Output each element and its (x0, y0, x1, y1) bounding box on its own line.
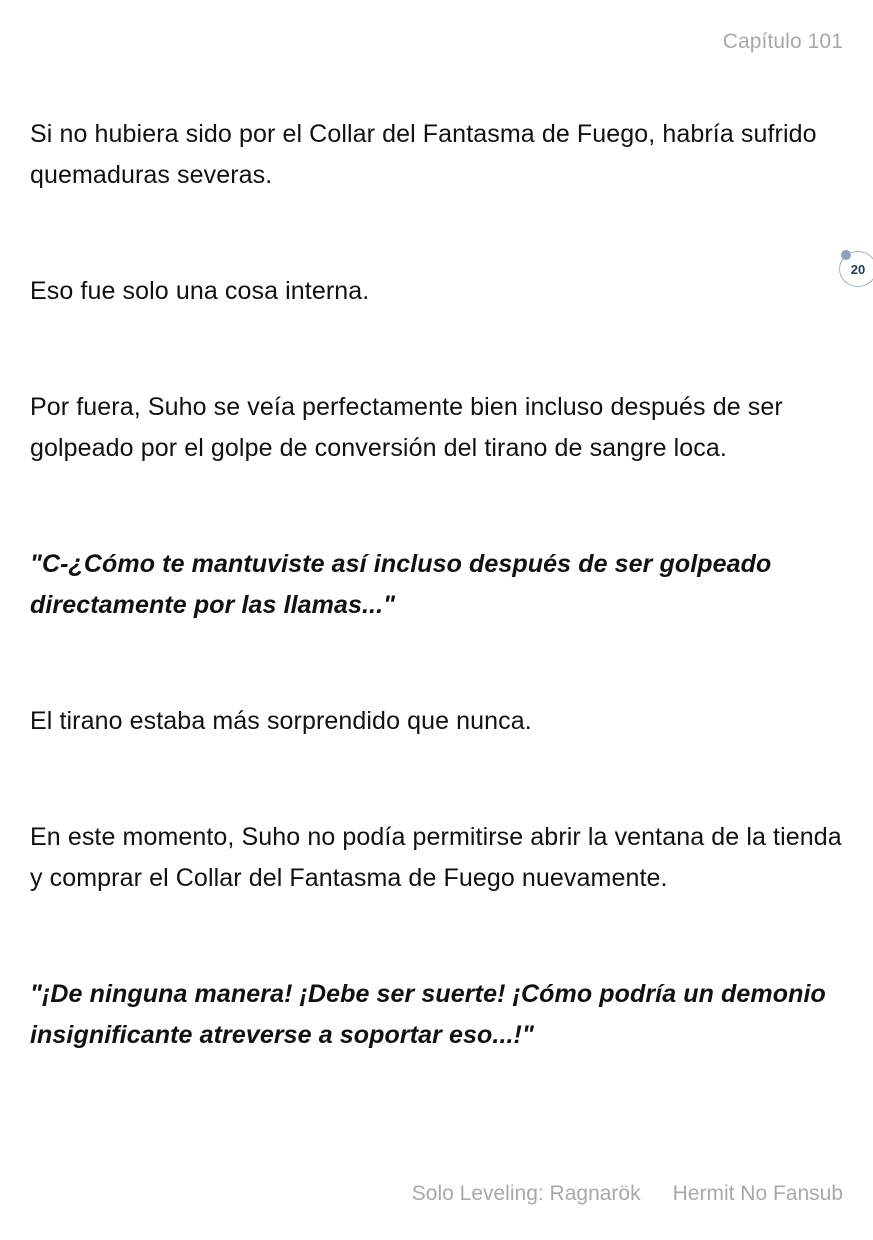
paragraph-dialog: "C-¿Cómo te mantuviste así incluso después de ser golpeado directamente por las llamas..." (30, 550, 772, 619)
paragraph-dialog: "¡De ninguna manera! ¡Debe ser suerte! ¡Cómo podría un demonio insignificante atreverse a soportar eso...!" (30, 980, 826, 1049)
paragraph-narration: Eso fue solo una cosa interna. (30, 277, 370, 305)
series-title: Solo Leveling: Ragnarök (411, 1182, 641, 1205)
chapter-title: Capítulo 101 (722, 30, 843, 53)
page-footer (412, 1182, 843, 1206)
paragraph-narration: En este momento, Suho no podía permitirse abrir la ventana de la tienda y comprar el Collar del Fantasma de Fuego nuevamente. (30, 823, 842, 892)
translator-credit: Hermit No Fansub (672, 1182, 843, 1205)
paragraph-narration: Si no hubiera sido por el Collar del Fantasma de Fuego, habría sufrido quemaduras severas. (30, 120, 817, 189)
paragraph-narration: El tirano estaba más sorprendido que nunca. (30, 707, 532, 735)
chapter-content (30, 114, 845, 1131)
page-number: 20 (850, 261, 866, 277)
paragraph-narration: Por fuera, Suho se veía perfectamente bien incluso después de ser golpeado por el golpe de conversión del tirano de sangre loca. (30, 393, 783, 462)
